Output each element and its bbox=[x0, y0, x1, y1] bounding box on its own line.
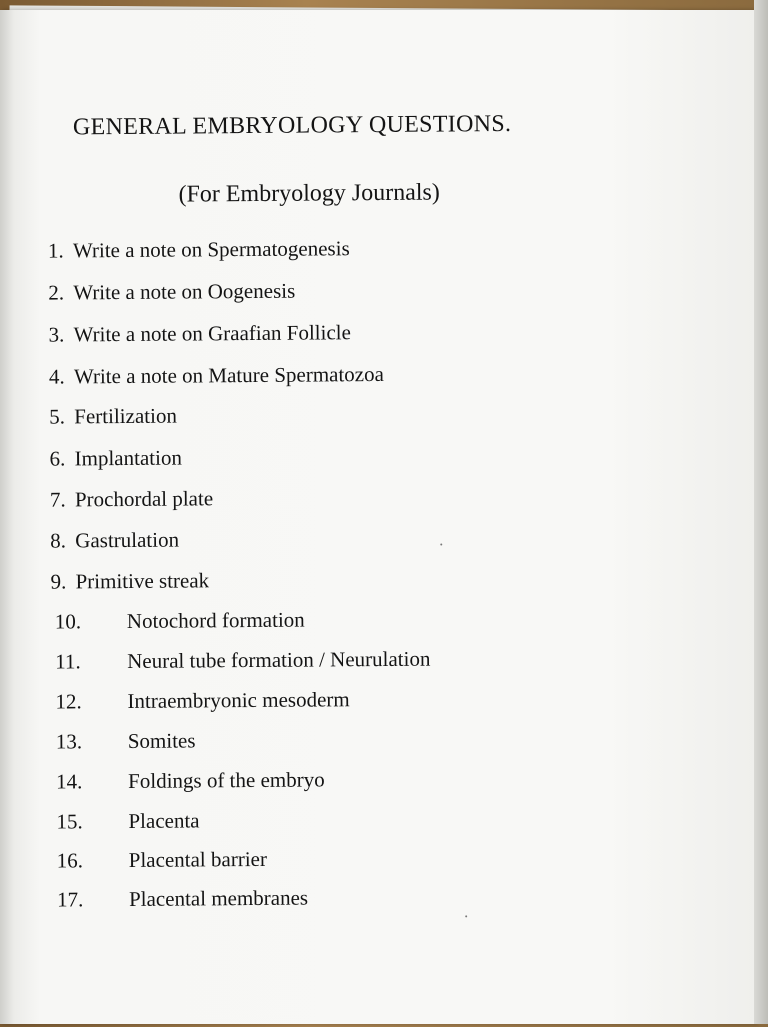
question-number: 5. bbox=[49, 404, 66, 429]
question-number: 6. bbox=[49, 446, 66, 471]
question-number: 2. bbox=[48, 280, 65, 305]
question-text: Implantation bbox=[74, 445, 182, 471]
list-item bbox=[0, 399, 699, 434]
list-item bbox=[1, 604, 701, 639]
list-item bbox=[0, 233, 698, 268]
question-text: Prochordal plate bbox=[74, 486, 214, 512]
question-text: Placental membranes bbox=[128, 885, 309, 911]
list-item bbox=[0, 482, 700, 517]
question-text: Write a note on Oogenesis bbox=[73, 278, 296, 305]
question-number: 13. bbox=[55, 729, 83, 754]
question-text: Placental barrier bbox=[128, 846, 268, 872]
question-number: 15. bbox=[56, 809, 83, 834]
question-text: Write a note on Graafian Follicle bbox=[73, 320, 351, 347]
paper-speck bbox=[440, 544, 442, 546]
question-text: Foldings of the embryo bbox=[128, 767, 325, 793]
question-text: Placenta bbox=[128, 808, 200, 833]
document-subtitle: (For Embryology Journals) bbox=[178, 179, 440, 208]
question-text: Write a note on Mature Spermatozoa bbox=[73, 361, 384, 389]
question-text: Intraembryonic mesoderm bbox=[127, 687, 350, 713]
question-number: 9. bbox=[50, 569, 67, 594]
question-number: 8. bbox=[50, 528, 67, 553]
question-text: Fertilization bbox=[74, 403, 178, 429]
question-number: 14. bbox=[56, 769, 83, 794]
question-text: Notochord formation bbox=[126, 607, 305, 633]
list-item bbox=[0, 441, 700, 476]
question-number: 4. bbox=[48, 364, 65, 389]
question-number: 17. bbox=[56, 887, 84, 912]
document-title: GENERAL EMBRYOLOGY QUESTIONS. bbox=[72, 110, 512, 141]
question-number: 16. bbox=[56, 848, 84, 873]
question-number: 10. bbox=[54, 609, 82, 634]
list-item bbox=[2, 724, 702, 759]
paper-sheet bbox=[0, 10, 756, 1024]
list-item bbox=[2, 764, 702, 799]
list-item bbox=[1, 684, 701, 719]
page-edge bbox=[754, 0, 768, 1024]
list-item bbox=[0, 317, 699, 352]
question-text: Write a note on Spermatogenesis bbox=[72, 236, 350, 263]
list-item bbox=[0, 523, 700, 558]
question-text: Primitive streak bbox=[75, 568, 210, 594]
paper-speck bbox=[465, 915, 467, 917]
list-item bbox=[3, 882, 703, 917]
list-item bbox=[2, 804, 702, 839]
list-item bbox=[0, 359, 699, 394]
question-number: 12. bbox=[55, 689, 82, 714]
question-text: Neural tube formation / Neurulation bbox=[127, 646, 431, 673]
list-item bbox=[3, 843, 703, 878]
question-number: 11. bbox=[55, 649, 81, 674]
question-number: 3. bbox=[48, 322, 65, 347]
document-content bbox=[0, 7, 760, 1027]
question-number: 7. bbox=[49, 487, 66, 512]
question-text: Somites bbox=[127, 728, 196, 753]
list-item bbox=[0, 564, 700, 599]
question-number: 1. bbox=[47, 238, 64, 263]
question-text: Gastrulation bbox=[75, 527, 180, 553]
list-item bbox=[1, 644, 701, 679]
list-item bbox=[0, 275, 698, 310]
